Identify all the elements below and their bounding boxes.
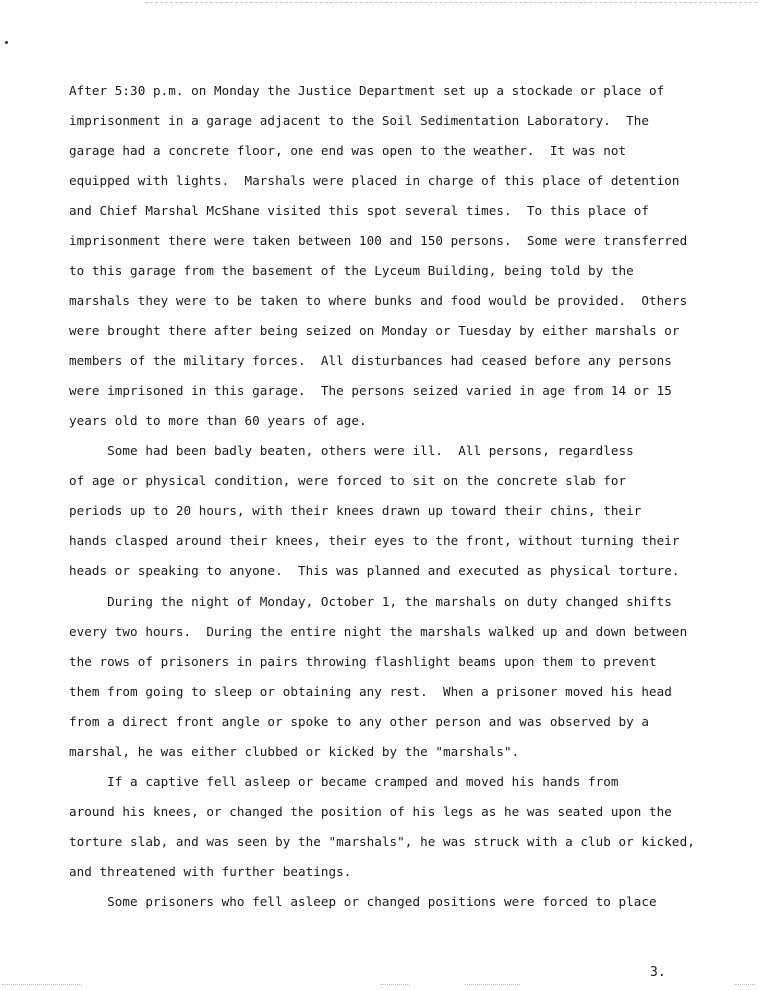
text-line: imprisonment in a garage adjacent to the Soil Sedimentation Laboratory. The — [69, 113, 650, 128]
text-line: If a captive fell asleep or became cramped and moved his hands from — [69, 774, 619, 789]
page-number: 3. — [650, 965, 666, 980]
text-line: marshals they were to be taken to where bunks and food would be provided. Others — [69, 293, 688, 308]
text-line: imprisonment there were taken between 100 and 150 persons. Some were transferred — [69, 233, 688, 248]
text-line: to this garage from the basement of the Lyceum Building, being told by the — [69, 263, 634, 278]
text-line: Some had been badly beaten, others were ill. All persons, regardless — [69, 443, 634, 458]
margin-mark — [5, 41, 8, 44]
top-edge-rule — [145, 2, 757, 3]
bottom-edge-marks — [0, 984, 763, 990]
text-line: the rows of prisoners in pairs throwing flashlight beams upon them to prevent — [69, 654, 657, 669]
text-line: hands clasped around their knees, their eyes to the front, without turning their — [69, 533, 680, 548]
text-line: During the night of Monday, October 1, the marshals on duty changed shifts — [69, 594, 672, 609]
text-line: were brought there after being seized on Monday or Tuesday by either marshals or — [69, 323, 680, 338]
text-line: After 5:30 p.m. on Monday the Justice Department set up a stockade or place of — [69, 83, 665, 98]
text-line: of age or physical condition, were forced to sit on the concrete slab for — [69, 473, 627, 488]
text-line: members of the military forces. All disturbances had ceased before any persons — [69, 353, 672, 368]
text-line: and Chief Marshal McShane visited this spot several times. To this place of — [69, 203, 650, 218]
text-line: them from going to sleep or obtaining any rest. When a prisoner moved his head — [69, 684, 672, 699]
text-line: marshal, he was either clubbed or kicked by the "marshals". — [69, 744, 520, 759]
text-line: and threatened with further beatings. — [69, 864, 352, 879]
text-line: Some prisoners who fell asleep or changed positions were forced to place — [69, 894, 657, 909]
text-line: every two hours. During the entire night the marshals walked up and down between — [69, 624, 688, 639]
text-line: were imprisoned in this garage. The persons seized varied in age from 14 or 15 — [69, 383, 672, 398]
text-line: from a direct front angle or spoke to any other person and was observed by a — [69, 714, 650, 729]
text-line: equipped with lights. Marshals were placed in charge of this place of detention — [69, 173, 680, 188]
text-line: torture slab, and was seen by the "marshals", he was struck with a club or kicked, — [69, 834, 695, 849]
text-line: garage had a concrete floor, one end was open to the weather. It was not — [69, 143, 627, 158]
text-line: heads or speaking to anyone. This was planned and executed as physical torture. — [69, 563, 680, 578]
text-line: around his knees, or changed the position of his legs as he was seated upon the — [69, 804, 672, 819]
text-line: periods up to 20 hours, with their knees drawn up toward their chins, their — [69, 503, 642, 518]
text-line: years old to more than 60 years of age. — [69, 413, 367, 428]
